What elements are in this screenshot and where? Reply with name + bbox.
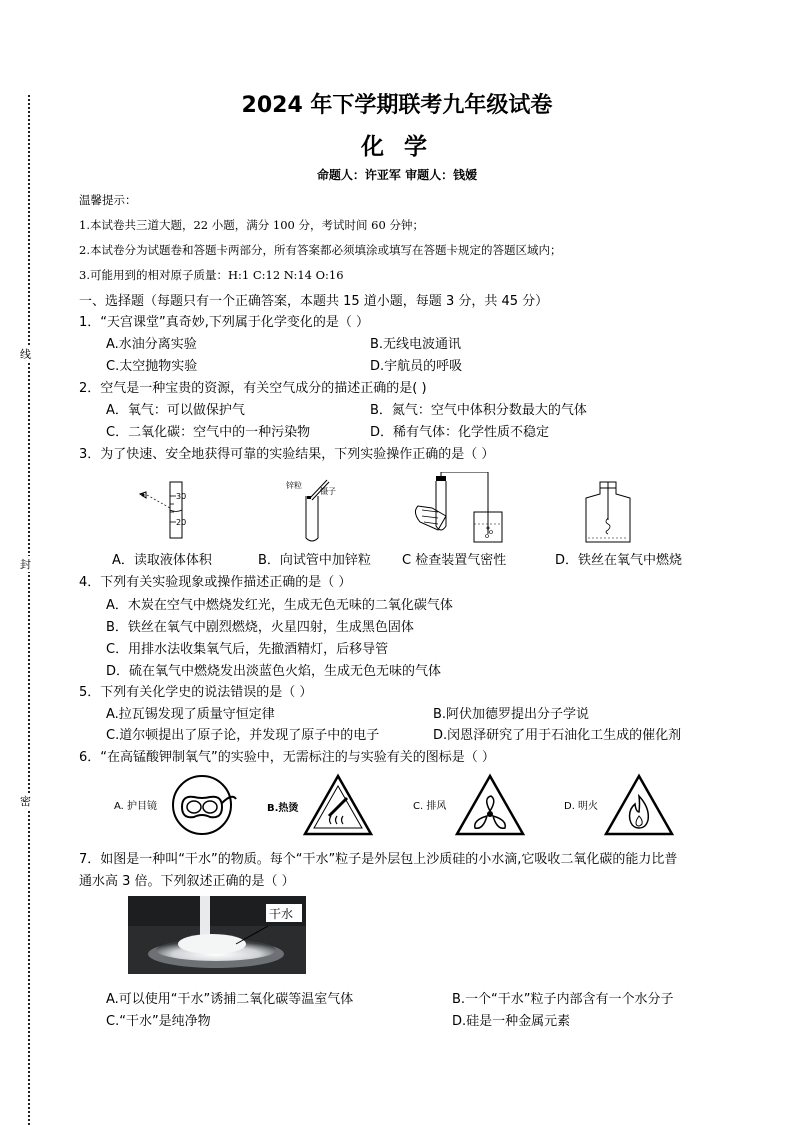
q3-option-d: D．铁丝在氧气中燃烧: [555, 553, 683, 568]
q5-option-d: D.闵恩泽研究了用于石油化工生成的催化剂: [433, 728, 682, 743]
binding-char-feng: 封: [20, 558, 31, 571]
tick-label-20: 20: [176, 518, 187, 527]
add-zinc-figure: [282, 476, 352, 544]
binding-char-mi: 密: [20, 795, 31, 808]
q7-option-c: C.“干水”是纯净物: [106, 1014, 211, 1029]
exam-authors: 命题人：许亚军 审题人：钱嫒: [316, 168, 478, 182]
q5-stem: 5．下列有关化学史的说法错误的是（ ）: [79, 685, 313, 700]
q3-option-c: C 检查装置气密性: [402, 553, 507, 568]
airtightness-figure: [408, 472, 512, 544]
tip-item-2: 2.本试卷分为试题卷和答题卡两部分，所有答案都必须填涂或填写在答题卡规定的答题区域内；: [79, 243, 562, 257]
tip-item-1: 1.本试卷共三道大题，22 小题，满分 100 分，考试时间 60 分钟；: [79, 218, 424, 232]
zinc-label: 锌粒: [286, 481, 302, 490]
goggles-icon: [170, 773, 240, 837]
iron-burning-figure: [582, 480, 636, 544]
q1-option-b: B.无线电波通讯: [370, 337, 462, 352]
q2-option-b: B．氮气：空气中体积分数最大的气体: [370, 403, 587, 418]
q7-option-a: A.可以使用“干水”诱捕二氧化碳等温室气体: [106, 992, 354, 1007]
q4-option-a: A．木炭在空气中燃烧发红光，生成无色无味的二氧化碳气体: [106, 598, 453, 613]
q2-option-a: A．氧气：可以做保护气: [106, 403, 245, 418]
q7-stem-line2: 通水高 3 倍。下列叙述正确的是（ ）: [79, 874, 295, 889]
q6-option-b: B.热烫: [267, 803, 299, 814]
q2-option-d: D．稀有气体：化学性质不稳定: [370, 425, 550, 440]
q1-option-a: A.水油分离实验: [106, 337, 197, 352]
tongs-label: 镊子: [320, 487, 336, 496]
q3-option-a: A．读取液体体积: [112, 553, 212, 568]
q7-option-d: D.硅是一种金属元素: [452, 1014, 571, 1029]
tick-label-30: 30: [176, 492, 187, 501]
q7-stem-line1: 7．如图是一种叫“干水”的物质。每个“干水”粒子是外层包上沙质硅的小水滴,它吸收二氧化碳的能力比普: [79, 852, 678, 867]
q3-stem: 3．为了快速、安全地获得可靠的实验结果，下列实验操作正确的是（ ）: [79, 447, 495, 462]
q7-option-b: B.一个“干水”粒子内部含有一个水分子: [452, 992, 674, 1007]
q5-option-a: A.拉瓦锡发现了质量守恒定律: [106, 707, 275, 722]
binding-char-xian: 线: [20, 348, 31, 361]
tips-heading: 温馨提示：: [79, 193, 137, 207]
photo-label: 干水: [269, 907, 294, 921]
cylinder-reading-figure: [130, 478, 190, 542]
open-flame-icon: [602, 772, 676, 838]
q3-option-b: B．向试管中加锌粒: [258, 553, 371, 568]
q6-option-c: C. 排风: [413, 801, 447, 812]
q6-option-a: A. 护目镜: [114, 801, 158, 812]
binding-line: [28, 95, 30, 1125]
q2-stem: 2．空气是一种宝贵的资源，有关空气成分的描述正确的是( ): [79, 381, 427, 396]
dry-water-photo: [128, 896, 306, 974]
ventilation-fan-icon: [453, 772, 527, 838]
q5-option-b: B.阿伏加德罗提出分子学说: [433, 707, 590, 722]
q6-option-d: D. 明火: [564, 801, 599, 812]
tip-item-3: 3.可能用到的相对原子质量：H:1 C:12 N:14 O:16: [79, 268, 344, 282]
q4-option-d: D．硫在氧气中燃烧发出淡蓝色火焰，生成无色无味的气体: [106, 664, 442, 679]
q4-option-c: C．用排水法收集氧气后，先撤酒精灯，后移导管: [106, 642, 389, 657]
q2-option-c: C．二氧化碳：空气中的一种污染物: [106, 425, 311, 440]
hot-surface-icon: [301, 772, 375, 838]
q5-option-c: C.道尔顿提出了原子论，并发现了原子中的电子: [106, 728, 380, 743]
exam-title: 2024 年下学期联考九年级试卷: [241, 93, 553, 118]
q1-option-d: D.宇航员的呼吸: [370, 359, 463, 374]
section-heading: 一、选择题（每题只有一个正确答案，本题共 15 道小题，每题 3 分，共 45 分）: [79, 294, 549, 309]
q1-stem: 1．“天宫课堂”真奇妙,下列属于化学变化的是（ ）: [79, 315, 370, 330]
q4-option-b: B．铁丝在氧气中剧烈燃烧，火星四射，生成黑色固体: [106, 620, 414, 635]
exam-subject: 化 学: [360, 134, 433, 160]
q4-stem: 4．下列有关实验现象或操作描述正确的是（ ）: [79, 575, 352, 590]
q6-stem: 6．“在高锰酸钾制氧气”的实验中，无需标注的与实验有关的图标是（ ）: [79, 750, 495, 765]
q1-option-c: C.太空抛物实验: [106, 359, 198, 374]
